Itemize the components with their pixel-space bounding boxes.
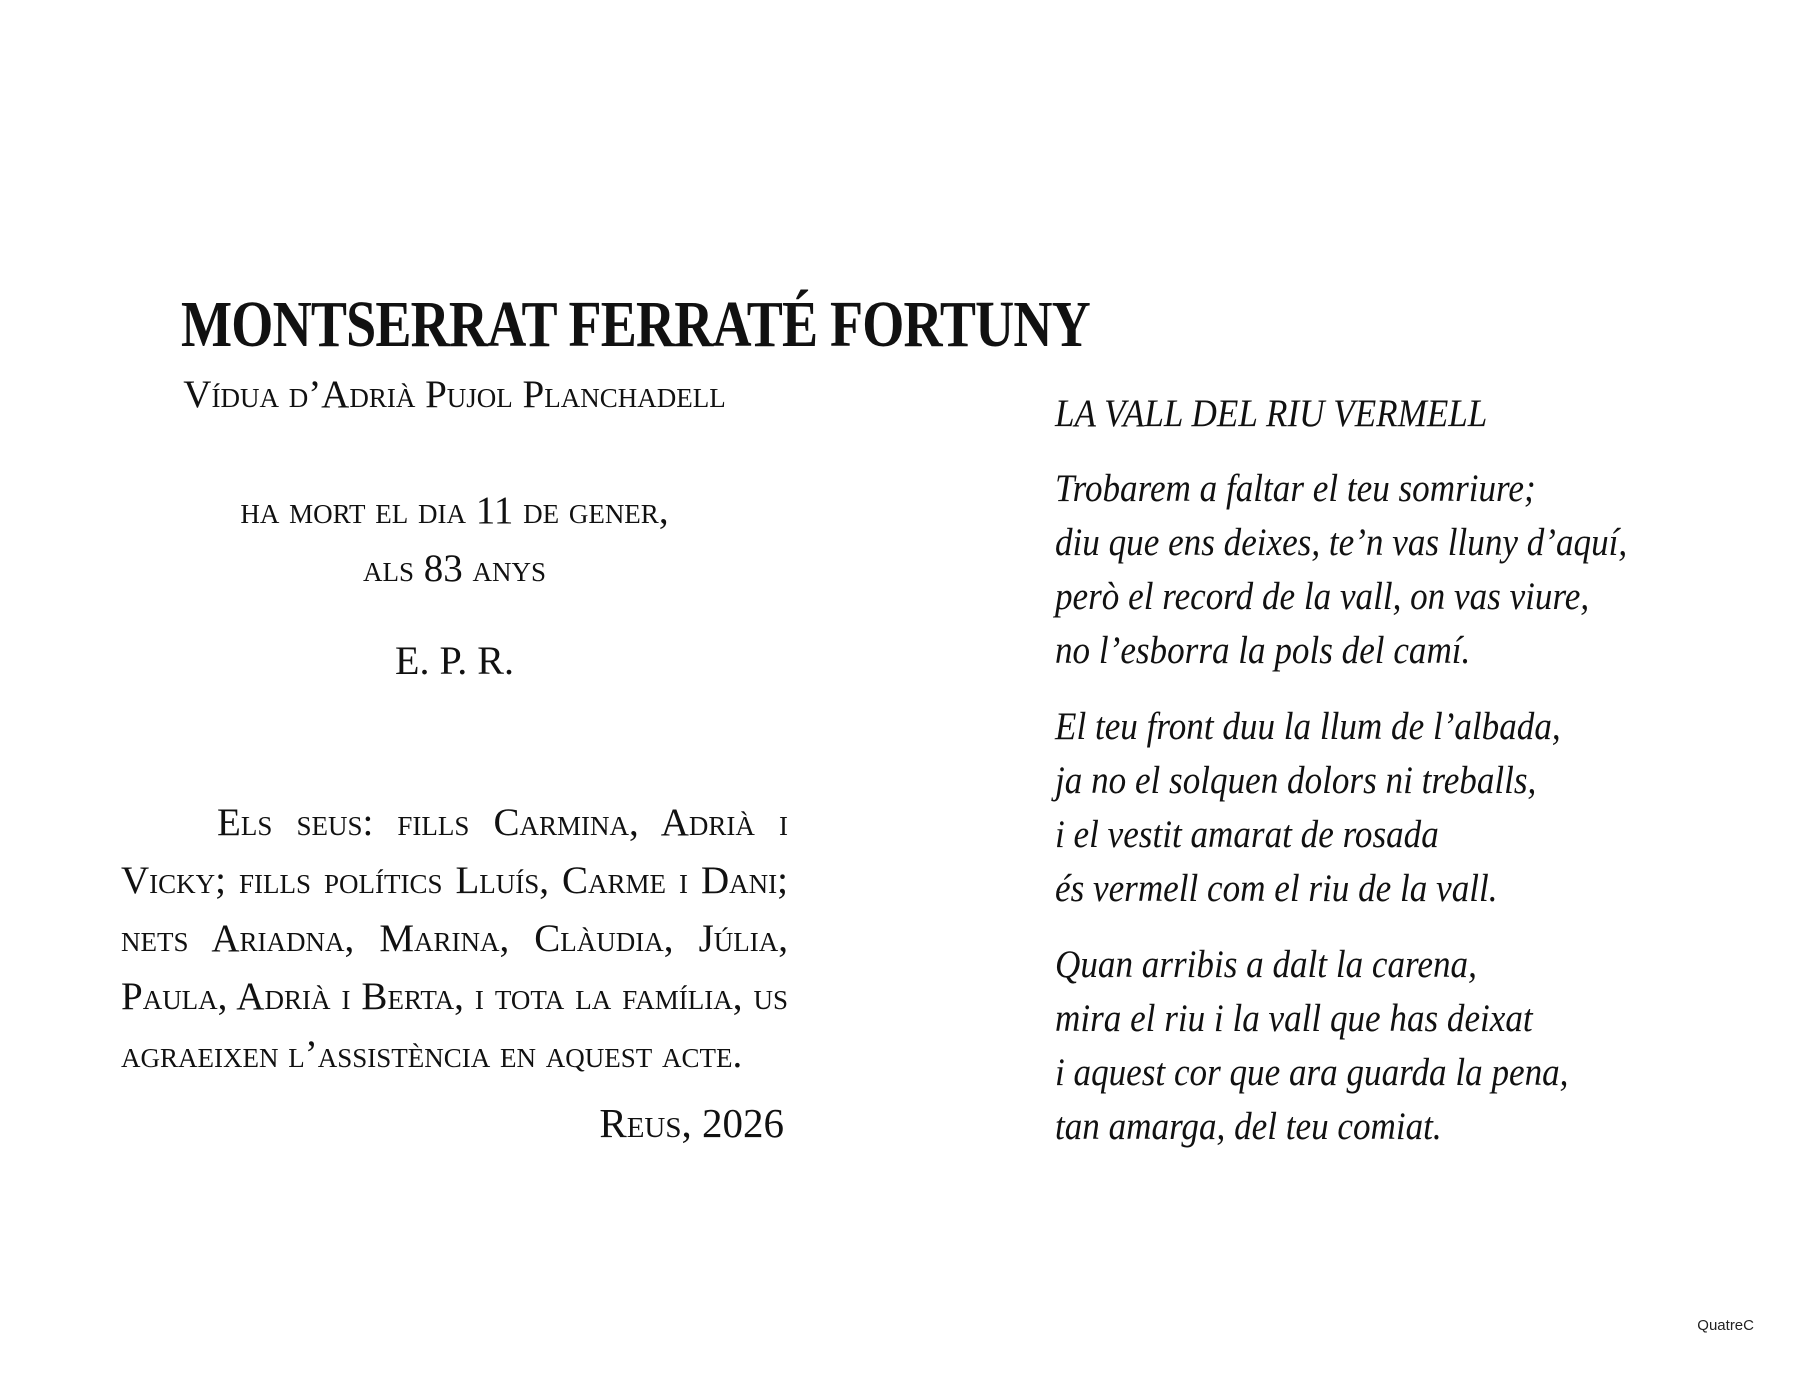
place-date: Reus, 2026 [599, 1100, 784, 1146]
widow-of-line: Vídua d’Adrià Pujol Planchadell [183, 373, 726, 416]
poem-line: i el vestit amarat de rosada [1055, 813, 1439, 856]
poem-line: El teu front duu la llum de l’albada, [1055, 705, 1561, 748]
death-notice [121, 482, 788, 598]
poem-line: diu que ens deixes, te’n vas lluny d’aquí, [1055, 521, 1628, 564]
family-paragraph: Els seus: fills Carmina, Adrià i Vicky; fills polítics Lluís, Carme i Dani; nets Ariadna, Marina, Clàudia, Júlia, Paula, Adrià i Berta, i tota la família, us agraeixen l’assistència en aquest acte. [121, 801, 788, 1076]
poem-line: tan amarga, del teu comiat. [1055, 1105, 1442, 1148]
poem-title: LA VALL DEL RIU VERMELL [1055, 392, 1488, 435]
age-line: als 83 anys [362, 547, 547, 590]
poem-line: mira el riu i la vall que has deixat [1055, 997, 1533, 1040]
poem-line: és vermell com el riu de la vall. [1055, 867, 1498, 910]
death-date-line: ha mort el dia 11 de gener, [240, 489, 669, 532]
poem-line: i aquest cor que ara guarda la pena, [1055, 1051, 1569, 1094]
poem-line: però el record de la vall, on vas viure, [1055, 575, 1590, 618]
epr-text: E. P. R. [395, 638, 514, 683]
obituary-panel [121, 288, 1090, 1148]
poem-line: no l’esborra la pols del camí. [1055, 629, 1471, 672]
poem-stanza-2 [1055, 700, 1695, 916]
deceased-name: MONTSERRAT FERRATÉ FORTUNY [181, 288, 1090, 361]
printer-mark: QuatreC [1697, 1317, 1754, 1334]
poem-panel [1055, 390, 1695, 1176]
poem-line: ja no el solquen dolors ni treballs, [1055, 759, 1537, 802]
poem-stanza-1 [1055, 462, 1695, 678]
poem-line: Trobarem a faltar el teu somriure; [1055, 467, 1536, 510]
poem-stanza-3 [1055, 938, 1695, 1154]
poem-line: Quan arribis a dalt la carena, [1055, 943, 1477, 986]
